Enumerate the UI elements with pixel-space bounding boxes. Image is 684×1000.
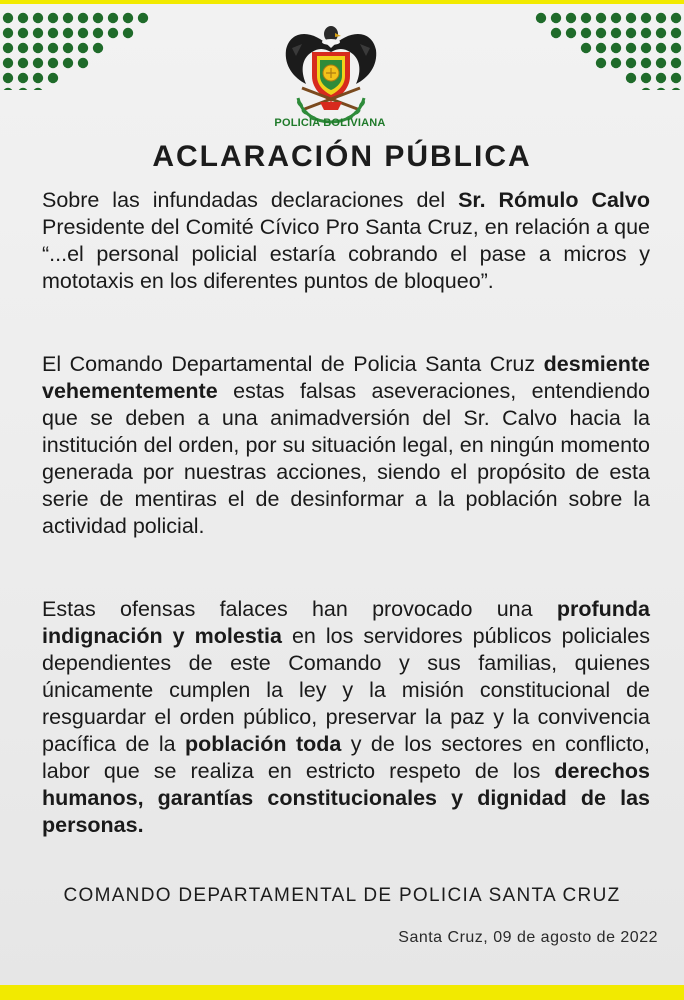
decor-dot — [581, 13, 591, 23]
decor-dot — [3, 43, 13, 53]
decor-dot — [536, 13, 546, 23]
logo-caption: POLICIA BOLIVIANA — [274, 117, 386, 129]
decor-dot — [671, 88, 681, 90]
decor-dot — [18, 43, 28, 53]
paragraph-1-text-2: Presidente del Comité Cívico Pro Santa Cruz, en relación a que “...el personal policial estaría cobrando el pase a micros y mototaxis en los diferentes puntos de bloqueo”. — [42, 215, 650, 293]
signature-line: COMANDO DEPARTAMENTAL DE POLICIA SANTA CRUZ — [63, 885, 621, 906]
decor-dot — [48, 13, 58, 23]
decor-dot — [18, 28, 28, 38]
decor-dot — [108, 28, 118, 38]
decor-dot — [626, 43, 636, 53]
decor-dot — [596, 28, 606, 38]
decor-dot — [33, 73, 43, 83]
decor-dot — [63, 43, 73, 53]
decor-dot — [48, 58, 58, 68]
paragraph-1-bold-1: Sr. Rómulo Calvo — [458, 188, 650, 212]
decor-dot — [656, 58, 666, 68]
decor-dot — [18, 13, 28, 23]
decor-dot — [671, 43, 681, 53]
decor-dot — [656, 88, 666, 90]
decor-dot — [626, 73, 636, 83]
decor-dot — [33, 58, 43, 68]
decor-dot — [641, 28, 651, 38]
decor-dot — [123, 13, 133, 23]
decor-dot — [611, 13, 621, 23]
paragraph-1 — [42, 187, 650, 295]
decor-dot — [18, 73, 28, 83]
decor-dot — [33, 13, 43, 23]
paragraph-3-bold-1: profunda indignación y molestia — [42, 597, 650, 648]
decor-dot — [33, 28, 43, 38]
decor-dot — [3, 58, 13, 68]
decor-dot — [656, 28, 666, 38]
decor-dot — [656, 43, 666, 53]
decor-dot — [123, 28, 133, 38]
decor-dot — [626, 58, 636, 68]
decor-dot — [3, 28, 13, 38]
decor-dot — [611, 43, 621, 53]
decor-dot — [78, 43, 88, 53]
decor-dot — [671, 13, 681, 23]
decor-dot — [48, 73, 58, 83]
decor-dot — [33, 88, 43, 90]
top-left-dot-pattern — [0, 10, 170, 90]
decor-dot — [656, 73, 666, 83]
decor-dot — [641, 88, 651, 90]
decor-dot — [33, 43, 43, 53]
paragraph-3-text-1: Estas ofensas falaces han provocado una — [42, 597, 557, 621]
decor-dot — [641, 58, 651, 68]
bottom-accent-bar — [0, 985, 684, 1000]
decor-dot — [581, 28, 591, 38]
decor-dot — [596, 13, 606, 23]
document-title: ACLARACIÓN PÚBLICA — [152, 140, 532, 173]
paragraph-2-text-1: El Comando Departamental de Policia Santa Cruz — [42, 352, 544, 376]
decor-dot — [48, 28, 58, 38]
decor-dot — [641, 13, 651, 23]
dot-pattern-left — [0, 10, 170, 90]
decor-dot — [641, 73, 651, 83]
paragraph-3 — [42, 596, 650, 839]
decor-dot — [63, 13, 73, 23]
decor-dot — [656, 13, 666, 23]
top-accent-bar — [0, 0, 684, 4]
decor-dot — [18, 88, 28, 90]
paragraph-3-text-2: en los servidores públicos policiales dependientes de este Comando y sus familias, quienes únicamente cumplen la ley y la misión constitucional de resguardar el orden público, preservar la paz y la convivencia pacífica de la — [42, 624, 650, 756]
paragraph-3-bold-2: población toda — [185, 732, 342, 756]
date-line: Santa Cruz, 09 de agosto de 2022 — [398, 929, 658, 946]
decor-dot — [78, 13, 88, 23]
decor-dot — [551, 13, 561, 23]
decor-dot — [93, 28, 103, 38]
decor-dot — [93, 43, 103, 53]
decor-dot — [78, 28, 88, 38]
decor-dot — [596, 58, 606, 68]
decor-dot — [93, 13, 103, 23]
decor-dot — [566, 13, 576, 23]
paragraph-3-text-3: y de los sectores en conflicto, labor que se realiza en estricto respeto de los — [42, 732, 650, 783]
decor-dot — [138, 13, 148, 23]
decor-dot — [581, 43, 591, 53]
decor-dot — [641, 43, 651, 53]
decor-dot — [596, 43, 606, 53]
top-right-dot-pattern — [514, 10, 684, 90]
decor-dot — [3, 73, 13, 83]
decor-dot — [626, 13, 636, 23]
decor-dot — [48, 43, 58, 53]
paragraph-2-bold-1: desmiente vehementemente — [42, 352, 650, 403]
decor-dot — [18, 58, 28, 68]
dot-pattern-right — [514, 10, 684, 90]
decor-dot — [3, 13, 13, 23]
decor-dot — [551, 28, 561, 38]
decor-dot — [671, 58, 681, 68]
decor-dot — [3, 88, 13, 90]
decor-dot — [611, 28, 621, 38]
decor-dot — [671, 28, 681, 38]
paragraph-2-text-2: estas falsas aseveraciones, entendiendo que se deben a una animadversión del Sr. Calvo hacia la institución del orden, por su situación legal, en ningún momento generada por nuestras acciones, siendo el propósito de esta serie de mentiras el de desinformar a la población sobre la actividad policial. — [42, 379, 650, 538]
decor-dot — [63, 28, 73, 38]
paragraph-1-text-1: Sobre las infundadas declaraciones del — [42, 188, 459, 212]
decor-dot — [566, 28, 576, 38]
decor-dot — [78, 58, 88, 68]
decor-dot — [108, 13, 118, 23]
paragraph-3-bold-3: derechos humanos, garantías constitucionales y dignidad de las personas. — [42, 759, 650, 837]
decor-dot — [626, 28, 636, 38]
decor-dot — [63, 58, 73, 68]
decor-dot — [671, 73, 681, 83]
decor-dot — [611, 58, 621, 68]
paragraph-2 — [42, 351, 650, 540]
